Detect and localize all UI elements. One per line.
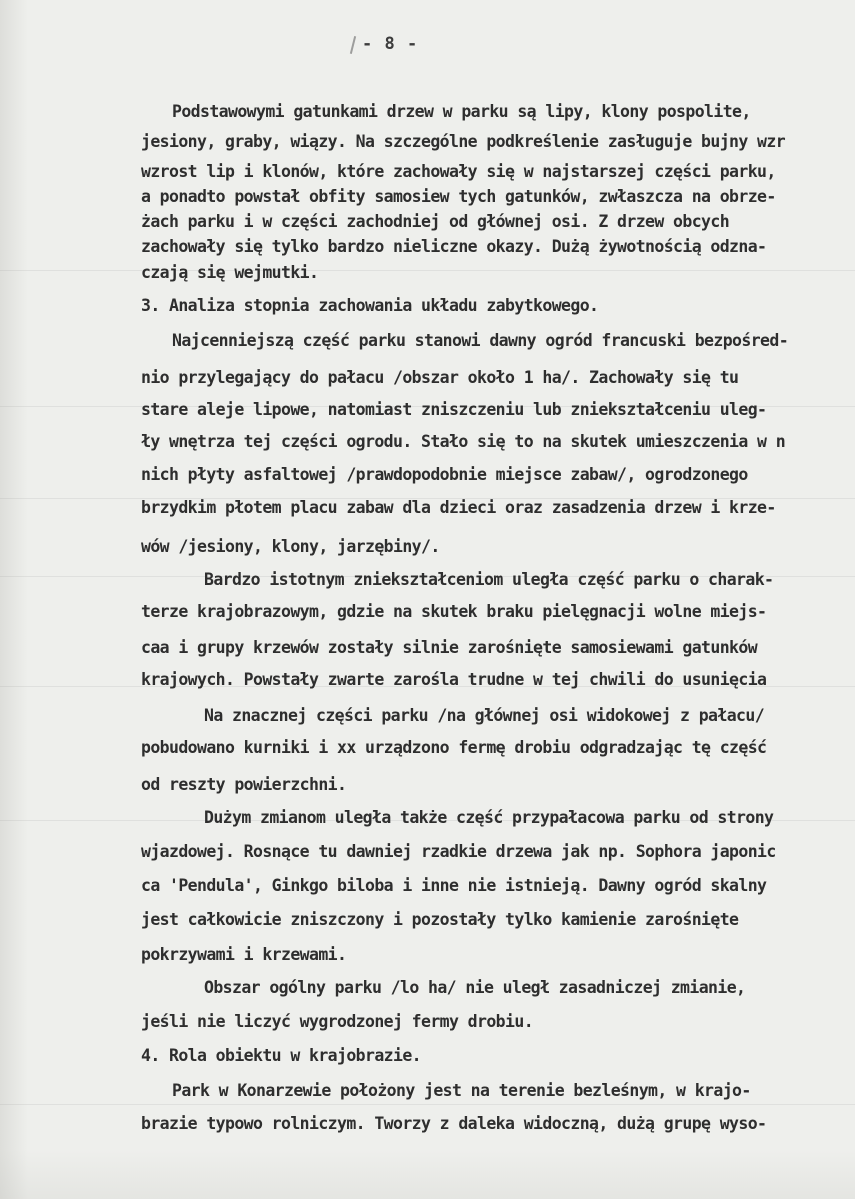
text-line: pokrzywami i krzewami.	[141, 945, 347, 964]
section-heading: 3. Analiza stopnia zachowania układu zabytkowego.	[141, 296, 599, 315]
text-line: Park w Konarzewie położony jest na terenie bezleśnym, w krajo-	[172, 1081, 751, 1100]
text-line: jeśli nie liczyć wygrodzonej fermy drobiu.	[141, 1012, 534, 1031]
text-line: czają się wejmutki.	[141, 263, 319, 282]
text-line: Na znacznej części parku /na głównej osi widokowej z pałacu/	[204, 706, 765, 725]
text-line: Podstawowymi gatunkami drzew w parku są lipy, klony pospolite,	[172, 102, 751, 121]
text-line: Obszar ogólny parku /lo ha/ nie uległ zasadniczej zmianie,	[204, 978, 746, 997]
text-line: nich płyty asfaltowej /prawdopodobnie miejsce zabaw/, ogrodzonego	[141, 465, 748, 484]
text-line: pobudowano kurniki i xx urządzono fermę drobiu odgradzając tę część	[141, 738, 767, 757]
text-line: wjazdowej. Rosnące tu dawniej rzadkie drzewa jak np. Sophora japonic	[141, 842, 776, 861]
text-line: wzrost lip i klonów, które zachowały się w najstarszej części parku,	[141, 162, 776, 181]
text-line: brazie typowo rolniczym. Tworzy z daleka widoczną, dużą grupę wyso-	[141, 1114, 767, 1133]
page-number: - 8 -	[362, 34, 419, 54]
text-line: ły wnętrza tej części ogrodu. Stało się to na skutek umieszczenia w n	[141, 432, 786, 451]
text-line: stare aleje lipowe, natomiast zniszczeniu lub zniekształceniu uleg-	[141, 400, 767, 419]
text-line: Najcenniejszą część parku stanowi dawny ogród francuski bezpośred-	[172, 331, 789, 350]
text-line: krajowych. Powstały zwarte zarośla trudne w tej chwili do usunięcia	[141, 670, 767, 689]
text-line: wów /jesiony, klony, jarzębiny/.	[141, 537, 440, 556]
text-line: caa i grupy krzewów zostały silnie zarośnięte samosiewami gatunków	[141, 638, 758, 657]
text-line: Bardzo istotnym zniekształceniom uległa część parku o charak-	[204, 570, 774, 589]
text-line: jesiony, graby, wiązy. Na szczególne podkreślenie zasługuje bujny wzr	[141, 132, 786, 151]
text-line: zachowały się tylko bardzo nieliczne okazy. Dużą żywotnością odzna-	[141, 237, 767, 256]
text-line: jest całkowicie zniszczony i pozostały tylko kamienie zarośnięte	[141, 910, 739, 929]
show-through-line	[0, 1104, 855, 1105]
text-line: żach parku i w części zachodniej od głównej osi. Z drzew obcych	[141, 212, 730, 231]
show-through-line	[0, 270, 855, 271]
text-line: brzydkim płotem placu zabaw dla dzieci oraz zasadzenia drzew i krze-	[141, 498, 776, 517]
text-line: od reszty powierzchni.	[141, 775, 347, 794]
text-line: terze krajobrazowym, gdzie na skutek braku pielęgnacji wolne miejs-	[141, 602, 767, 621]
text-line: Dużym zmianom uległa także część przypałacowa parku od strony	[204, 808, 774, 827]
text-line: nio przylegający do pałacu /obszar około 1 ha/. Zachowały się tu	[141, 368, 739, 387]
section-heading: 4. Rola obiektu w krajobrazie.	[141, 1046, 422, 1065]
text-line: a ponadto powstał obfity samosiew tych gatunków, zwłaszcza na obrze-	[141, 187, 776, 206]
text-line: ca 'Pendula', Ginkgo biloba i inne nie istnieją. Dawny ogród skalny	[141, 876, 767, 895]
pen-mark	[350, 36, 356, 54]
